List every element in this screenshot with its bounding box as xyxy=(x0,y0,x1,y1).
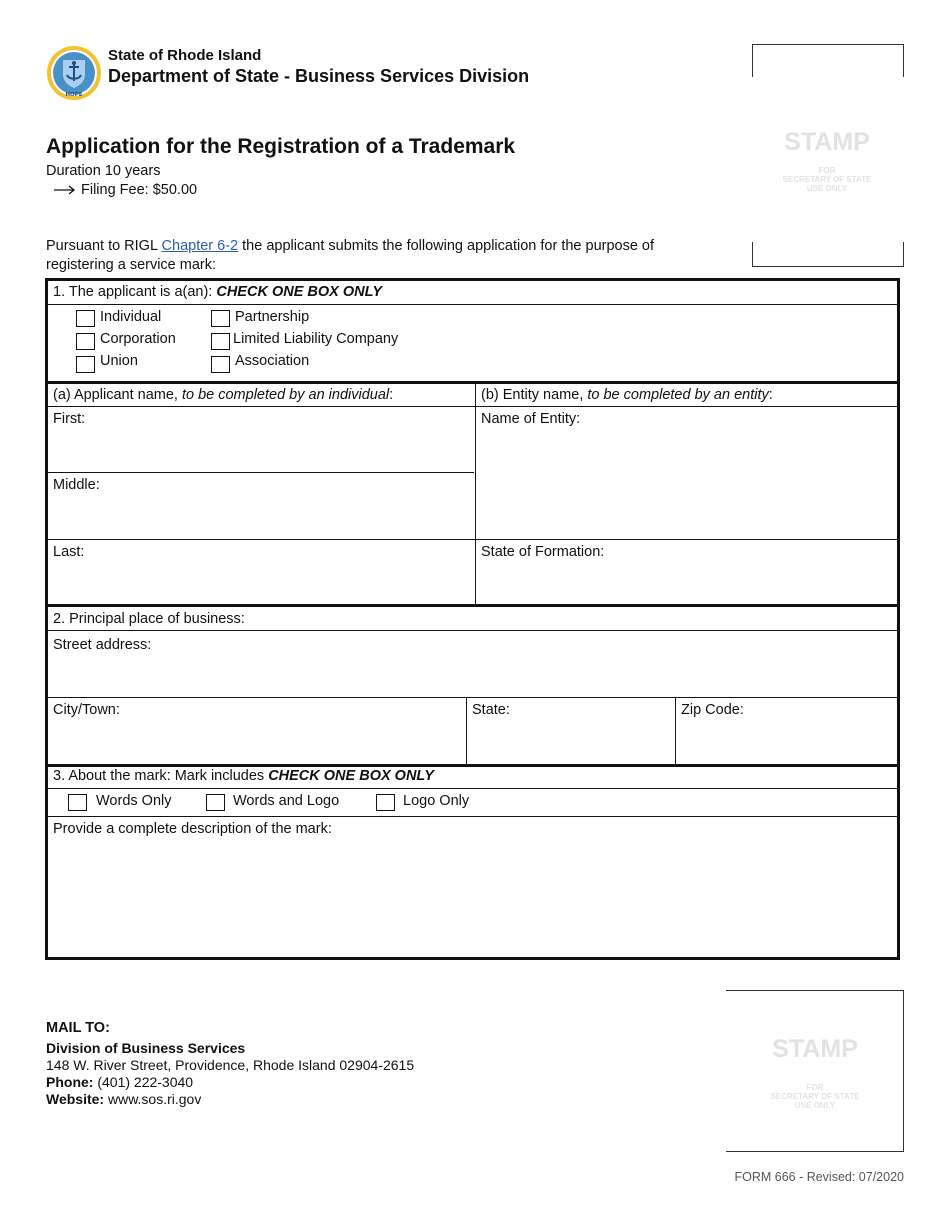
entity-name-label: Name of Entity: xyxy=(481,411,581,427)
stamp-label: STAMP xyxy=(784,128,870,156)
section1-heading-text: 1. The applicant is a(an): xyxy=(53,284,217,300)
last-name-label: Last: xyxy=(53,544,85,560)
section1-heading xyxy=(53,284,382,300)
application-form xyxy=(45,278,900,960)
entity-name-field[interactable] xyxy=(476,409,898,537)
stamp-note-line: USE ONLY xyxy=(794,1101,836,1110)
mark-description-field[interactable] xyxy=(48,818,898,958)
form-number: FORM 666 - Revised: 07/2020 xyxy=(734,1170,904,1184)
option-llc-label: Limited Liability Company xyxy=(233,331,399,347)
stamp-note-line: SECRETARY OF STATE xyxy=(770,1092,860,1101)
stamp-box-top xyxy=(752,44,904,268)
state-label: State: xyxy=(472,702,510,718)
stamp-box-top-lower-bracket xyxy=(752,242,904,267)
checkbox-llc[interactable] xyxy=(211,333,230,350)
intro-before-link: Pursuant to RIGL xyxy=(46,238,162,254)
state-seal-logo xyxy=(46,45,102,101)
intro-after-link: the applicant submits the following application for the purpose of registering a service mark: xyxy=(46,238,655,273)
middle-name-label: Middle: xyxy=(53,477,100,493)
stamp-note-bottom xyxy=(740,1083,890,1110)
duration-text: Duration 10 years xyxy=(46,163,161,179)
mail-address: 148 W. River Street, Providence, Rhode Island 02904-2615 xyxy=(46,1057,415,1073)
first-name-label: First: xyxy=(53,411,86,427)
option-words-and-logo-label: Words and Logo xyxy=(233,793,340,809)
option-partnership-label: Partnership xyxy=(235,309,310,325)
option-corporation-label: Corporation xyxy=(100,331,176,347)
checkbox-partnership[interactable] xyxy=(211,310,230,327)
stamp-note-line: USE ONLY xyxy=(806,184,848,193)
website-label: Website: xyxy=(46,1091,105,1107)
website-value: www.sos.ri.gov xyxy=(104,1091,202,1107)
state-of-formation-field[interactable] xyxy=(476,541,898,603)
section2-heading: 2. Principal place of business: xyxy=(53,611,245,627)
checkbox-corporation[interactable] xyxy=(76,333,95,350)
checkbox-words-and-logo[interactable] xyxy=(206,794,225,811)
option-words-only-label: Words Only xyxy=(96,793,172,809)
arrow-right-icon xyxy=(54,185,76,195)
section3-heading xyxy=(53,768,434,784)
checkbox-union[interactable] xyxy=(76,356,95,373)
mail-phone xyxy=(46,1074,414,1091)
phone-value: (401) 222-3040 xyxy=(93,1074,194,1090)
middle-name-field[interactable] xyxy=(48,474,475,538)
entity-name-heading-italic: to be completed by an entity xyxy=(587,387,769,403)
stamp-note-line: FOR xyxy=(806,1083,824,1092)
checkbox-words-only[interactable] xyxy=(68,794,87,811)
stamp-note-line: FOR xyxy=(818,166,836,175)
filing-fee-text: Filing Fee: $50.00 xyxy=(81,182,198,198)
chapter-link[interactable]: Chapter 6-2 xyxy=(161,238,239,254)
mail-to-block xyxy=(46,1020,414,1108)
applicant-name-heading xyxy=(53,387,393,403)
mail-website xyxy=(46,1091,414,1108)
section3-heading-text: 3. About the mark: Mark includes xyxy=(53,768,269,784)
state-name: State of Rhode Island xyxy=(108,47,262,64)
section3-heading-emphasis: CHECK ONE BOX ONLY xyxy=(268,768,434,784)
checkbox-logo-only[interactable] xyxy=(376,794,395,811)
mail-to-heading: MAIL TO: xyxy=(46,1020,110,1036)
zip-field[interactable] xyxy=(676,699,898,763)
option-association-label: Association xyxy=(235,353,310,369)
city-field[interactable] xyxy=(48,699,466,763)
stamp-box-top-upper-bracket xyxy=(752,44,904,77)
phone-label: Phone: xyxy=(46,1074,94,1090)
department-name: Department of State - Business Services Division xyxy=(108,66,530,86)
option-individual-label: Individual xyxy=(100,309,162,325)
street-address-field[interactable] xyxy=(48,633,898,695)
zip-label: Zip Code: xyxy=(681,702,744,718)
applicant-name-heading-italic: to be completed by an individual xyxy=(181,387,390,403)
applicant-name-heading-text: (a) Applicant name, xyxy=(53,387,182,403)
street-address-label: Street address: xyxy=(53,637,152,653)
city-label: City/Town: xyxy=(53,702,120,718)
stamp-label-bottom: STAMP xyxy=(772,1035,858,1063)
entity-name-heading-colon: : xyxy=(768,387,773,403)
option-union-label: Union xyxy=(100,353,138,369)
entity-name-heading xyxy=(481,387,773,403)
first-name-field[interactable] xyxy=(48,409,475,471)
state-of-formation-label: State of Formation: xyxy=(481,544,605,560)
section1-heading-emphasis: CHECK ONE BOX ONLY xyxy=(216,284,383,300)
last-name-field[interactable] xyxy=(48,541,475,603)
applicant-name-heading-colon: : xyxy=(389,387,394,403)
checkbox-association[interactable] xyxy=(211,356,230,373)
seal-text: HOPE xyxy=(65,92,83,98)
entity-name-heading-text: (b) Entity name, xyxy=(481,387,588,403)
mail-org: Division of Business Services xyxy=(46,1040,246,1056)
form-title: Application for the Registration of a Trademark xyxy=(46,135,516,158)
mark-description-label: Provide a complete description of the mark: xyxy=(53,821,332,837)
intro-paragraph xyxy=(46,237,706,275)
stamp-note-line: SECRETARY OF STATE xyxy=(782,175,872,184)
stamp-box-bottom xyxy=(726,990,904,1152)
checkbox-individual[interactable] xyxy=(76,310,95,327)
stamp-note xyxy=(752,166,902,193)
option-logo-only-label: Logo Only xyxy=(403,793,470,809)
filing-fee xyxy=(54,182,197,198)
state-field[interactable] xyxy=(467,699,675,763)
